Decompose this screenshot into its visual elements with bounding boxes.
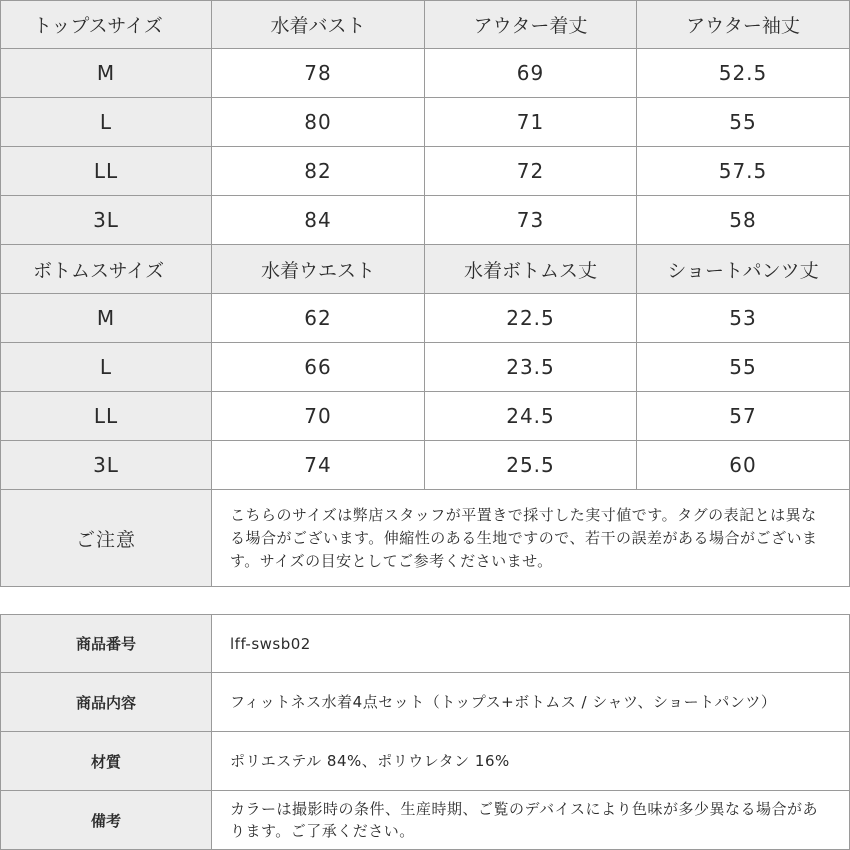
note-text: こちらのサイズは弊店スタッフが平置きで採寸した実寸値です。タグの表記とは異なる場合がございます。伸縮性のある生地ですので、若干の誤差がある場合がございます。サイズの目安としてご参考くださいませ。 (212, 490, 850, 587)
product-row-material (0, 732, 850, 791)
table-cell: 78 (212, 49, 425, 98)
bottoms-header-waist: 水着ウエスト (212, 245, 425, 294)
tops-header-outer-length: アウター着丈 (425, 0, 637, 49)
note-label: ご注意 (0, 490, 212, 587)
table-cell: 70 (212, 392, 425, 441)
table-cell: 52.5 (637, 49, 850, 98)
table-cell: 57.5 (637, 147, 850, 196)
tops-header-size: トップスサイズ (0, 0, 212, 49)
product-remarks-value: カラーは撮影時の条件、生産時期、ご覧のデバイスにより色味が多少異なる場合があります。ご了承ください。 (212, 791, 850, 850)
table-cell: 66 (212, 343, 425, 392)
table-cell: 53 (637, 294, 850, 343)
table-cell: 22.5 (425, 294, 637, 343)
size-label: L (0, 343, 212, 392)
bottoms-header-size: ボトムスサイズ (0, 245, 212, 294)
table-row (0, 294, 850, 343)
table-cell: 25.5 (425, 441, 637, 490)
table-cell: 72 (425, 147, 637, 196)
table-cell: 23.5 (425, 343, 637, 392)
product-row-number (0, 614, 850, 673)
table-cell: 57 (637, 392, 850, 441)
size-label: LL (0, 392, 212, 441)
table-cell: 24.5 (425, 392, 637, 441)
product-material-value: ポリエステル 84%、ポリウレタン 16% (212, 732, 850, 791)
bottoms-header-bottom-length: 水着ボトムス丈 (425, 245, 637, 294)
table-row (0, 49, 850, 98)
tops-header-row (0, 0, 850, 49)
table-row (0, 392, 850, 441)
table-row (0, 98, 850, 147)
table-cell: 69 (425, 49, 637, 98)
table-cell: 58 (637, 196, 850, 245)
product-number-value: lff-swsb02 (212, 614, 850, 673)
table-cell: 74 (212, 441, 425, 490)
table-cell: 82 (212, 147, 425, 196)
table-cell: 62 (212, 294, 425, 343)
product-row-contents (0, 673, 850, 732)
size-label: M (0, 49, 212, 98)
product-row-remarks (0, 791, 850, 850)
product-material-label: 材質 (0, 732, 212, 791)
size-label: 3L (0, 441, 212, 490)
size-label: LL (0, 147, 212, 196)
table-row (0, 196, 850, 245)
size-label: M (0, 294, 212, 343)
product-info-table (0, 614, 850, 850)
product-contents-label: 商品内容 (0, 673, 212, 732)
size-label: L (0, 98, 212, 147)
table-row (0, 343, 850, 392)
tops-header-bust: 水着バスト (212, 0, 425, 49)
table-cell: 60 (637, 441, 850, 490)
tops-header-outer-sleeve: アウター袖丈 (637, 0, 850, 49)
table-cell: 55 (637, 98, 850, 147)
size-label: 3L (0, 196, 212, 245)
table-row (0, 147, 850, 196)
product-contents-value: フィットネス水着4点セット（トップス+ボトムス / シャツ、ショートパンツ） (212, 673, 850, 732)
bottoms-header-shorts-length: ショートパンツ丈 (637, 245, 850, 294)
table-cell: 73 (425, 196, 637, 245)
table-cell: 55 (637, 343, 850, 392)
table-cell: 71 (425, 98, 637, 147)
product-remarks-label: 備考 (0, 791, 212, 850)
product-number-label: 商品番号 (0, 614, 212, 673)
table-cell: 80 (212, 98, 425, 147)
table-row (0, 441, 850, 490)
table-cell: 84 (212, 196, 425, 245)
bottoms-header-row (0, 245, 850, 294)
note-row (0, 490, 850, 587)
